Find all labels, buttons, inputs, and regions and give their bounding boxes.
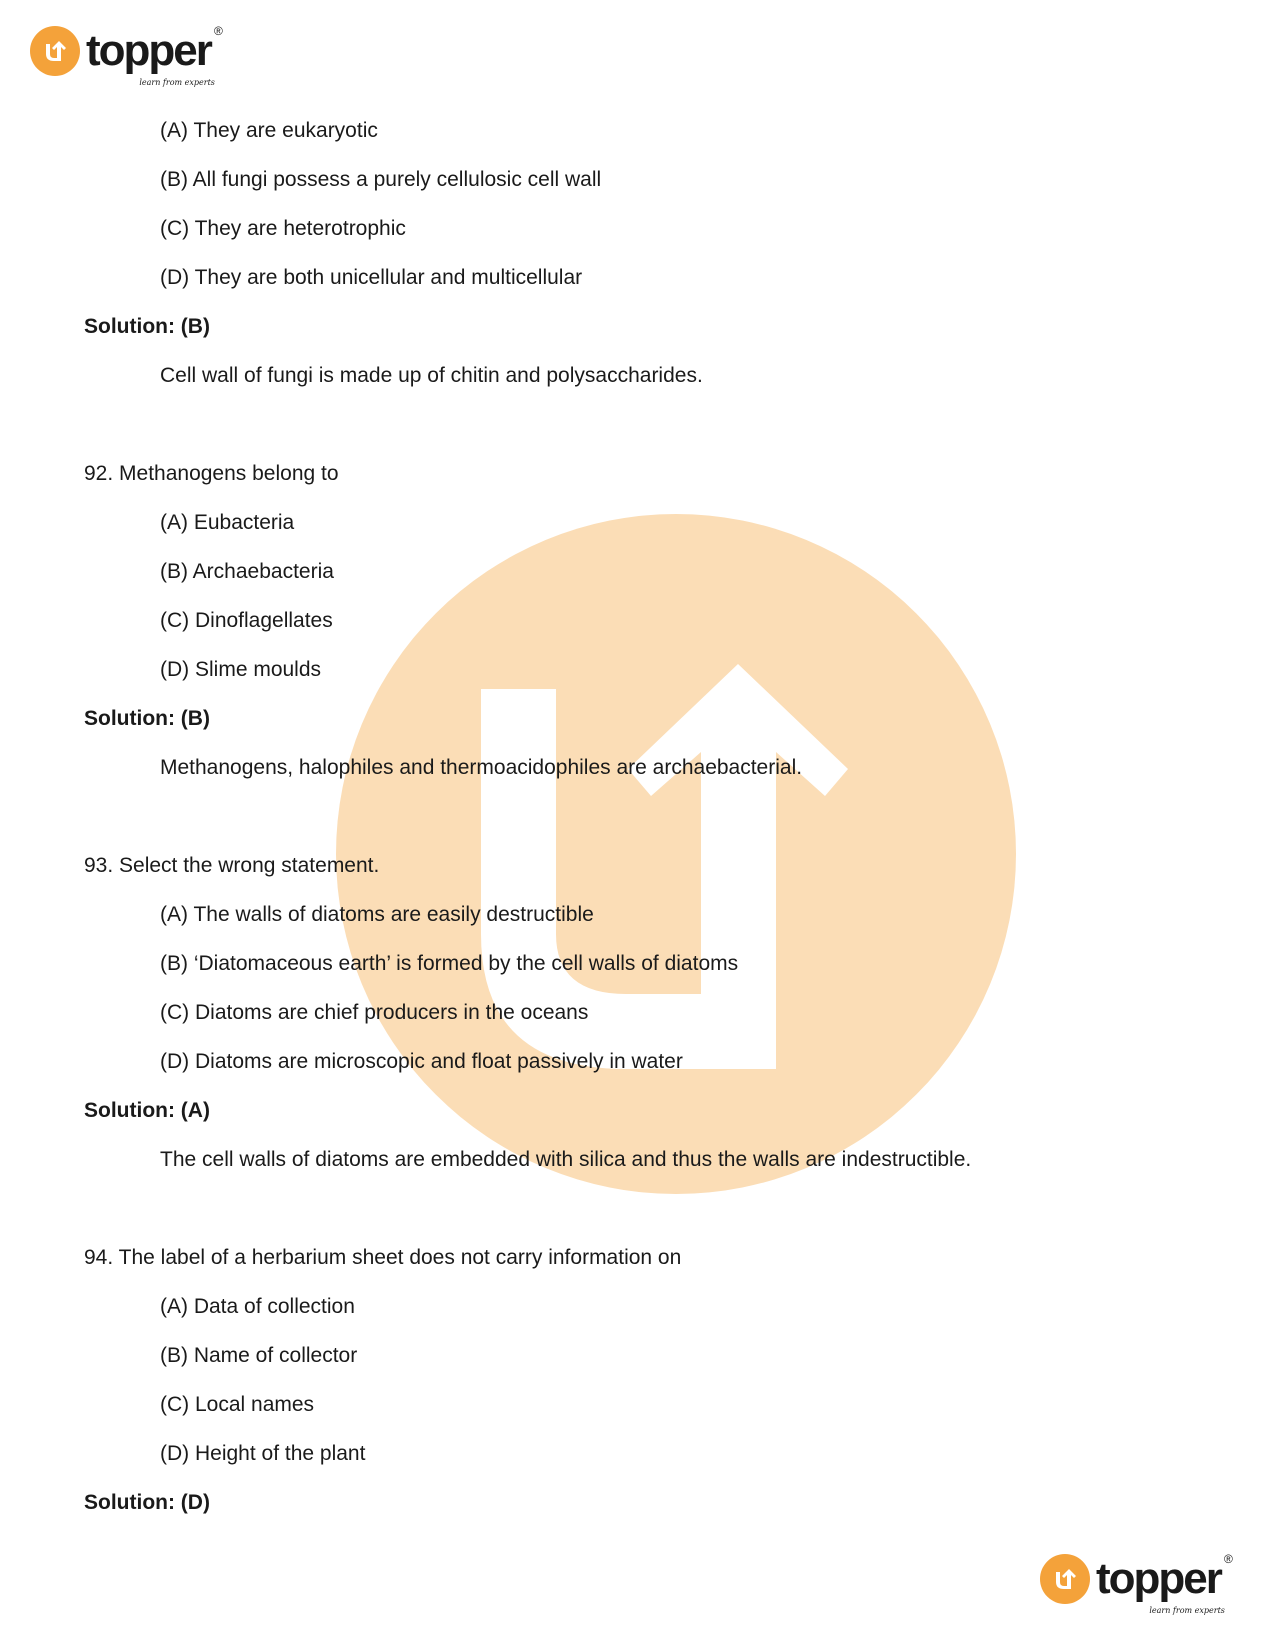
q91-option-a: (A) They are eukaryotic: [160, 119, 378, 142]
logo-text: topper: [1096, 1554, 1221, 1603]
q94-solution: Solution: (D): [84, 1491, 210, 1514]
brand-logo: [30, 24, 223, 87]
q93-solution: Solution: (A): [84, 1099, 210, 1122]
logo-tagline: learn from experts: [1149, 1606, 1225, 1615]
q93-option-a: (A) The walls of diatoms are easily destructible: [160, 903, 594, 926]
q92-option-a: (A) Eubacteria: [160, 511, 295, 534]
q93-question: 93. Select the wrong statement.: [84, 854, 380, 877]
q94-option-a: (A) Data of collection: [160, 1295, 355, 1318]
q91-option-c: (C) They are heterotrophic: [160, 217, 406, 240]
logo-tagline: learn from experts: [139, 78, 215, 87]
q92-option-c: (C) Dinoflagellates: [160, 609, 333, 632]
registered-mark: ®: [1224, 1552, 1233, 1566]
q92-explanation: Methanogens, halophiles and thermoacidophiles are archaebacterial.: [160, 756, 803, 779]
q92-option-d: (D) Slime moulds: [160, 658, 322, 681]
logo-badge-icon: [1040, 1554, 1090, 1604]
brand-logo-footer: [1040, 1552, 1233, 1615]
logo-badge-icon: [30, 26, 80, 76]
q91-option-b: (B) All fungi possess a purely cellulosic cell wall: [160, 168, 602, 191]
q92-question: 92. Methanogens belong to: [84, 462, 339, 485]
q93-option-c: (C) Diatoms are chief producers in the oceans: [160, 1001, 589, 1024]
q93-explanation: The cell walls of diatoms are embedded with silica and thus the walls are indestructible.: [160, 1148, 972, 1171]
q93-option-d: (D) Diatoms are microscopic and float passively in water: [160, 1050, 683, 1073]
q92-solution: Solution: (B): [84, 707, 210, 730]
logo-text: topper: [86, 26, 211, 75]
q92-option-b: (B) Archaebacteria: [160, 560, 334, 583]
registered-mark: ®: [214, 24, 223, 38]
q93-option-b: (B) ‘Diatomaceous earth’ is formed by the cell walls of diatoms: [160, 952, 739, 975]
q91-solution: Solution: (B): [84, 315, 210, 338]
q94-question: 94. The label of a herbarium sheet does not carry information on: [84, 1246, 682, 1269]
q91-option-d: (D) They are both unicellular and multicellular: [160, 266, 583, 289]
q94-option-c: (C) Local names: [160, 1393, 315, 1416]
q94-option-d: (D) Height of the plant: [160, 1442, 366, 1465]
q91-explanation: Cell wall of fungi is made up of chitin and polysaccharides.: [160, 364, 703, 387]
watermark-logo: [336, 514, 1016, 1194]
q94-option-b: (B) Name of collector: [160, 1344, 358, 1367]
